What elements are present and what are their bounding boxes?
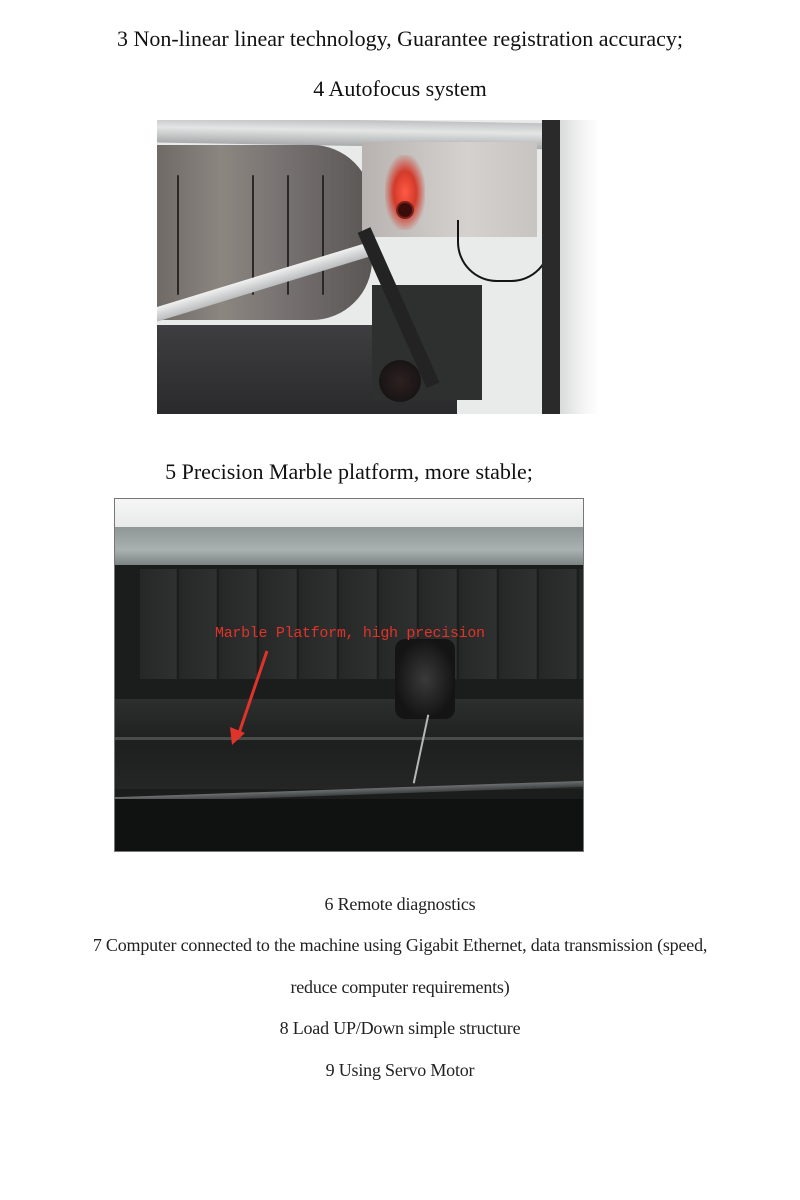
autofocus-sensor-icon xyxy=(398,203,412,217)
drum-cylinder xyxy=(157,145,372,320)
feature-3-text: 3 Non-linear linear technology, Guarantee registration accuracy; xyxy=(116,26,684,51)
red-light-glow xyxy=(385,155,425,230)
feature-9-text: 9 Using Servo Motor xyxy=(325,1060,475,1080)
feature-7-text-line1: 7 Computer connected to the machine using Gigabit Ethernet, data transmission (speed, xyxy=(92,935,708,955)
side-frame xyxy=(542,120,599,414)
feature-8-text: 8 Load UP/Down simple structure xyxy=(279,1018,521,1038)
red-arrow-icon xyxy=(115,499,584,852)
cables xyxy=(457,220,551,282)
feature-7-text-line2: reduce computer requirements) xyxy=(290,977,510,997)
feature-5-heading: 5 Precision Marble platform, more stable; xyxy=(165,459,533,484)
annotation-label: Marble Platform, high precision xyxy=(215,625,485,642)
autofocus-photo xyxy=(157,120,599,414)
marble-platform-photo xyxy=(114,498,584,852)
pulley xyxy=(379,360,421,402)
feature-4-heading: 4 Autofocus system xyxy=(313,76,487,101)
feature-6-text: 6 Remote diagnostics xyxy=(324,894,476,914)
